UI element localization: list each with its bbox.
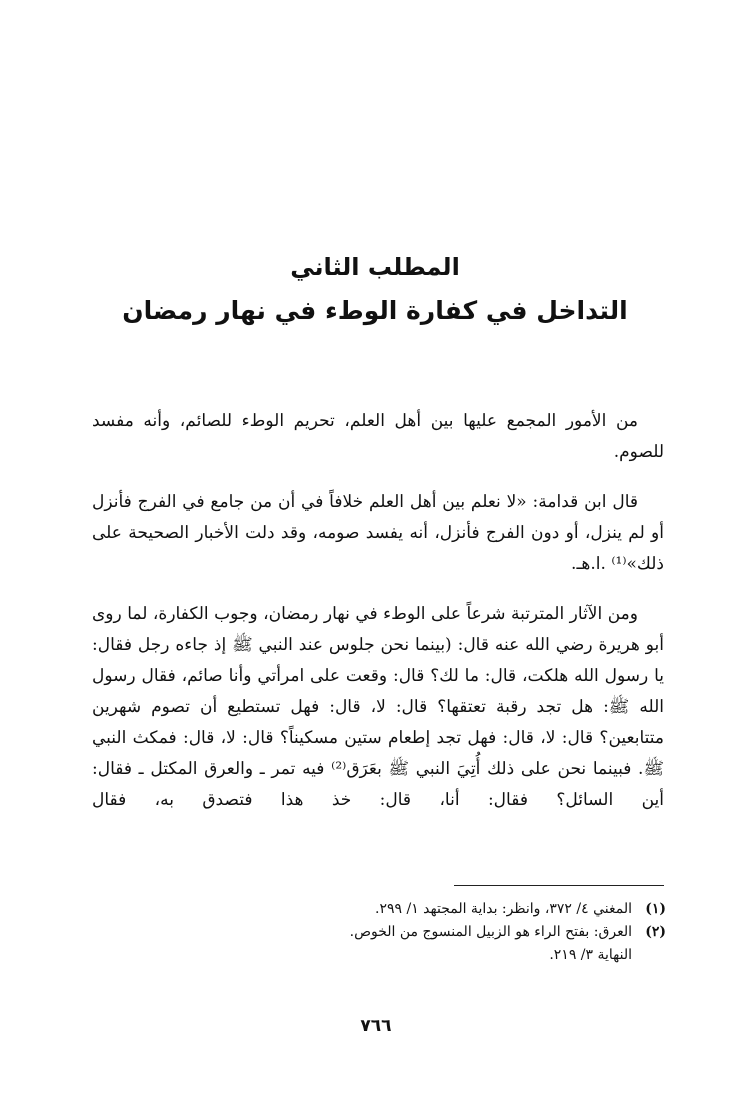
section-subtitle: المطلب الثاني bbox=[290, 253, 460, 281]
paragraph-ibn-qudama-quote: قال ابن قدامة: «لا نعلم بين أهل العلم خلافاً في أن من جامع في الفرج فأنزل أو لم ينزل، أو دون الفرج فأنزل، أنه يفسد صومه، وقد دلت الأخبار الصحيحة على ذلك»⁽¹⁾ .ا.هـ. bbox=[92, 492, 664, 574]
footnote-divider bbox=[454, 885, 664, 886]
footnote-1 bbox=[200, 898, 666, 921]
paragraph-hadith: ومن الآثار المترتبة شرعاً على الوطء في نهار رمضان، وجوب الكفارة، لما روى أبو هريرة رضي الله عنه قال: (بينما نحن جلوس عند النبي ﷺ إذ جاءه رجل فقال: يا رسول الله هلكت، قال: ما لك؟ قال: وقعت على امرأتي وأنا صائم، فقال رسول الله ﷺ: هل تجد رقبة تعتقها؟ قال: لا، قال: فهل تستطيع أن تصوم شهرين متتابعين؟ قال: لا، قال: فهل تجد إطعام ستين مسكيناً؟ قال: لا، قال: فمكث النبي ﷺ. فبينما نحن على ذلك أُتِيَ النبي ﷺ بعَرَق⁽²⁾ فيه تمر ـ والعرق المكتل ـ فقال: أين السائل؟ فقال: أنا، قال: خذ هذا فتصدق به، فقال bbox=[92, 604, 665, 810]
footnote-number: (٢) bbox=[645, 924, 666, 940]
footnotes bbox=[200, 898, 666, 967]
footnote-text: العرق: بفتح الراء هو الزبيل المنسوج من الخوص. bbox=[349, 924, 632, 940]
section-title: التداخل في كفارة الوطء في نهار رمضان bbox=[122, 296, 628, 325]
section-heading bbox=[60, 250, 690, 332]
paragraph-intro: من الأمور المجمع عليها بين أهل العلم، تحريم الوطء للصائم، وأنه مفسد للصوم. bbox=[92, 411, 664, 462]
body-text bbox=[92, 406, 664, 835]
footnote-2-continuation: النهاية ٣/ ٢١٩. bbox=[549, 947, 632, 963]
footnote-2 bbox=[200, 921, 666, 944]
footnote-number: (١) bbox=[645, 901, 666, 917]
page-number: ٧٦٦ bbox=[360, 1016, 392, 1036]
footnote-text: المغني ٤/ ٣٧٢، وانظر: بداية المجتهد ١/ ٢٩٩. bbox=[375, 901, 632, 917]
